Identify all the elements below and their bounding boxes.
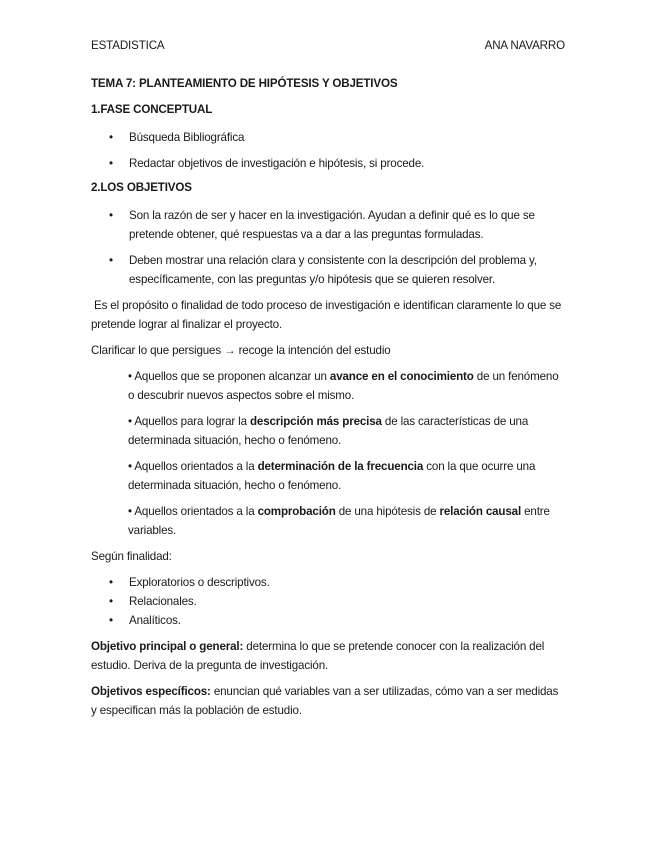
list-item: • Redactar objetivos de investigación e hipótesis, si procede. [91, 154, 565, 173]
specific-objectives-paragraph: Objetivos específicos: enuncian qué variables van a ser utilizadas, cómo van a ser medidas y especifican más la población de estudio. [91, 685, 559, 717]
finalidad-label: Según finalidad: [91, 550, 172, 563]
header-subject: ESTADISTICA [91, 39, 165, 52]
section-heading-objetivos: 2.LOS OBJETIVOS [91, 181, 192, 194]
aim-paragraph: • Aquellos para lograr la descripción más precisa de las características de una determinada situación, hecho o fenómeno. [128, 415, 529, 447]
clarify-paragraph: Clarificar lo que persigues → recoge la intención del estudio [91, 344, 391, 357]
aims-block [91, 367, 565, 540]
general-objective-label: Objetivo principal o general: [91, 640, 244, 653]
list-item: • Exploratorios o descriptivos. [91, 573, 565, 592]
aim-paragraph: • Aquellos orientados a la determinación de la frecuencia con la que ocurre una determinada situación, hecho o fenómeno. [128, 460, 536, 492]
aim-paragraph: • Aquellos que se proponen alcanzar un avance en el conocimiento de un fenómeno o descubrir nuevos aspectos sobre el mismo. [128, 370, 559, 402]
finalidad-list [91, 573, 565, 630]
list-item: • Relacionales. [91, 592, 565, 611]
section-heading-fase-conceptual: 1.FASE CONCEPTUAL [91, 103, 213, 116]
purpose-paragraph: Es el propósito o finalidad de todo proceso de investigación e identifican claramente lo que se pretende lograr al finalizar el proyecto. [91, 299, 562, 331]
specific-objectives-label: Objetivos específicos: [91, 685, 211, 698]
objetivos-list [91, 206, 565, 289]
list-item: • Búsqueda Bibliográfica [91, 128, 565, 147]
list-item: • Analíticos. [91, 611, 565, 630]
aim-paragraph: • Aquellos orientados a la comprobación de una hipótesis de relación causal entre variables. [128, 505, 550, 537]
page-header [91, 38, 565, 54]
list-item: • Son la razón de ser y hacer en la investigación. Ayudan a definir qué es lo que se pretende obtener, qué respuestas va a dar a las preguntas formuladas. [91, 206, 565, 244]
list-item: • Deben mostrar una relación clara y consistente con la descripción del problema y, específicamente, con las preguntas y/o hipótesis que se quieren resolver. [91, 251, 565, 289]
document-page [91, 38, 565, 727]
header-author: ANA NAVARRO [484, 39, 565, 52]
document-title: TEMA 7: PLANTEAMIENTO DE HIPÓTESIS Y OBJETIVOS [91, 77, 398, 90]
fase-conceptual-list [91, 128, 565, 173]
general-objective-paragraph: Objetivo principal o general: determina lo que se pretende conocer con la realización del estudio. Deriva de la pregunta de investigación. [91, 640, 545, 672]
